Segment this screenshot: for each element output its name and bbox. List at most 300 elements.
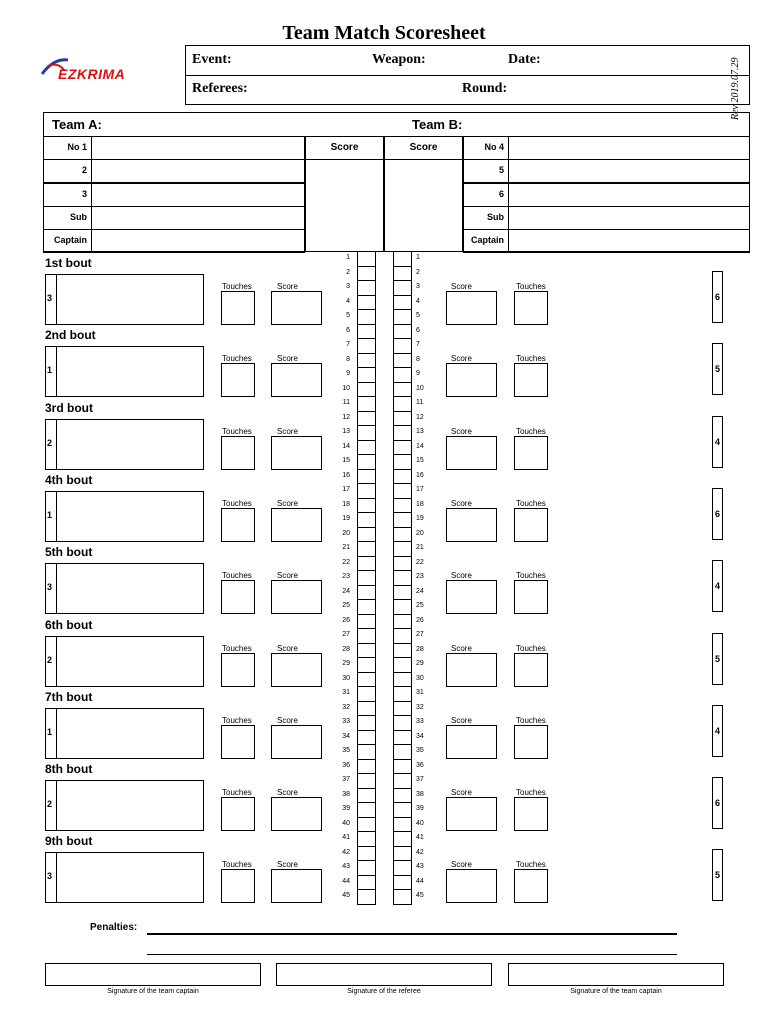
- referees-label: Referees:: [192, 81, 248, 96]
- counter-right-number: 28: [416, 645, 424, 653]
- counter-left-cell[interactable]: [357, 802, 376, 818]
- counter-right-number: 1: [416, 254, 420, 261]
- team-b-label: Team B:: [412, 117, 463, 132]
- counter-right-number: 18: [416, 500, 424, 508]
- left-score-box[interactable]: [271, 291, 322, 325]
- signature-box-referee[interactable]: [276, 963, 492, 986]
- right-score-box[interactable]: [446, 291, 497, 325]
- team-b-name-field[interactable]: [508, 206, 750, 230]
- counter-left-number: 12: [342, 413, 350, 421]
- left-score-box[interactable]: [271, 580, 322, 614]
- team-a-score-column: [305, 136, 384, 252]
- counter-right-cell[interactable]: [393, 628, 412, 644]
- right-touches-box[interactable]: [514, 580, 548, 614]
- left-score-box[interactable]: [271, 436, 322, 470]
- counter-left-cell[interactable]: [357, 512, 376, 528]
- counter-left-number: 6: [346, 326, 350, 334]
- left-touches-box[interactable]: [221, 363, 255, 397]
- counter-left-number: 38: [342, 790, 350, 798]
- right-touches-box[interactable]: [514, 653, 548, 687]
- counter-right-number: 36: [416, 761, 424, 769]
- counter-right-cell[interactable]: [393, 599, 412, 615]
- counter-right-number: 25: [416, 602, 424, 609]
- counter-right-cell[interactable]: [393, 730, 412, 746]
- right-touches-box[interactable]: [514, 436, 548, 470]
- counter-left-number: 7: [346, 341, 350, 348]
- left-score-label: Score: [277, 354, 298, 364]
- counter-left-number: 20: [342, 529, 350, 537]
- bout-title: 2nd bout: [45, 328, 96, 343]
- left-touches-box[interactable]: [221, 508, 255, 542]
- counter-right-cell[interactable]: [393, 701, 412, 717]
- bout-left-divider: [56, 419, 57, 470]
- bout-left-fencer-box[interactable]: [45, 491, 204, 542]
- counter-left-number: 45: [342, 892, 350, 899]
- counter-left-cell[interactable]: [357, 295, 376, 311]
- counter-left-cell[interactable]: [357, 599, 376, 615]
- counter-left-cell[interactable]: [357, 469, 376, 485]
- signature-box-captain-a[interactable]: [45, 963, 261, 986]
- bout-left-fencer-number: 2: [47, 654, 53, 665]
- counter-left-cell[interactable]: [357, 846, 376, 862]
- right-touches-box[interactable]: [514, 363, 548, 397]
- bout-left-fencer-box[interactable]: [45, 708, 204, 759]
- left-touches-box[interactable]: [221, 797, 255, 831]
- left-score-label: Score: [277, 788, 298, 798]
- counter-right-cell[interactable]: [393, 585, 412, 601]
- counter-right-number: 13: [416, 428, 424, 435]
- counter-right-number: 39: [416, 805, 424, 812]
- counter-left-cell[interactable]: [357, 643, 376, 659]
- counter-right-cell[interactable]: [393, 773, 412, 789]
- counter-left-cell[interactable]: [357, 759, 376, 775]
- counter-right-cell[interactable]: [393, 657, 412, 673]
- counter-left-cell[interactable]: [357, 788, 376, 804]
- left-touches-label: Touches: [222, 715, 252, 725]
- right-touches-label: Touches: [516, 715, 546, 725]
- counter-left-number: 25: [342, 602, 350, 609]
- counter-left-number: 19: [342, 515, 350, 522]
- counter-right-number: 19: [416, 515, 424, 522]
- team-b-score-column: [384, 136, 463, 252]
- bout-right-fencer-number: 5: [714, 364, 720, 375]
- counter-left-number: 30: [342, 674, 350, 682]
- counter-right-number: 7: [416, 341, 420, 348]
- counter-left-number: 28: [342, 645, 350, 653]
- counter-left-number: 40: [342, 819, 350, 827]
- left-score-box[interactable]: [271, 653, 322, 687]
- counter-right-cell[interactable]: [393, 802, 412, 818]
- counter-right-cell[interactable]: [393, 570, 412, 586]
- counter-right-number: 34: [416, 732, 424, 740]
- bout-title: 8th bout: [45, 762, 93, 777]
- weapon-label: Weapon:: [372, 52, 426, 67]
- counter-left-number: 41: [342, 834, 350, 841]
- counter-right-cell[interactable]: [393, 324, 412, 340]
- left-score-label: Score: [277, 715, 298, 725]
- date-label: Date:: [508, 52, 541, 67]
- team-b-name-field[interactable]: [508, 136, 750, 160]
- left-touches-box[interactable]: [221, 653, 255, 687]
- counter-left-number: 8: [346, 355, 350, 363]
- right-score-box[interactable]: [446, 580, 497, 614]
- counter-right-cell[interactable]: [393, 411, 412, 427]
- right-score-label: Score: [451, 282, 472, 291]
- counter-left-cell[interactable]: [357, 614, 376, 630]
- counter-left-cell[interactable]: [357, 353, 376, 369]
- counter-left-cell[interactable]: [357, 483, 376, 499]
- counter-right-number: 38: [416, 790, 424, 798]
- counter-right-cell[interactable]: [393, 295, 412, 311]
- counter-right-cell[interactable]: [393, 512, 412, 528]
- header-divider: [185, 75, 750, 76]
- team-a-name-field[interactable]: [91, 136, 305, 160]
- counter-left-cell[interactable]: [357, 498, 376, 514]
- counter-right-cell[interactable]: [393, 715, 412, 731]
- right-score-box[interactable]: [446, 725, 497, 759]
- right-score-label: Score: [451, 643, 472, 653]
- bout-left-fencer-number: 3: [47, 871, 53, 882]
- counter-right-number: 12: [416, 413, 424, 421]
- penalties-line-1[interactable]: [147, 933, 677, 935]
- counter-right-cell[interactable]: [393, 469, 412, 485]
- team-b-name-field[interactable]: [508, 159, 750, 183]
- bout-left-fencer-box[interactable]: [45, 419, 204, 470]
- left-touches-label: Touches: [222, 354, 252, 364]
- left-score-box[interactable]: [271, 725, 322, 759]
- counter-left-cell[interactable]: [357, 715, 376, 731]
- right-touches-label: Touches: [516, 498, 546, 508]
- bout-left-divider: [56, 708, 57, 759]
- counter-left-cell[interactable]: [357, 628, 376, 644]
- right-score-box[interactable]: [446, 797, 497, 831]
- counter-left-cell[interactable]: [357, 266, 376, 282]
- team-b-score-header: Score: [409, 142, 438, 153]
- counter-left-cell[interactable]: [357, 367, 376, 383]
- left-touches-label: Touches: [222, 860, 252, 870]
- left-score-box[interactable]: [271, 869, 322, 903]
- left-score-label: Score: [277, 498, 298, 508]
- counter-right-number: 35: [416, 747, 424, 754]
- team-a-row-label: No 1: [67, 142, 87, 152]
- team-b-name-field[interactable]: [508, 183, 750, 207]
- left-touches-label: Touches: [222, 282, 252, 291]
- counter-left-number: 9: [346, 370, 350, 377]
- left-touches-box[interactable]: [221, 869, 255, 903]
- left-touches-box[interactable]: [221, 725, 255, 759]
- bout-title: 6th bout: [45, 617, 93, 632]
- counter-left-number: 15: [342, 457, 350, 464]
- team-a-name-field[interactable]: [91, 159, 305, 183]
- counter-left-cell[interactable]: [357, 454, 376, 470]
- score-header-divider: [305, 159, 463, 160]
- bout-left-fencer-number: 3: [47, 582, 53, 593]
- counter-left-number: 4: [346, 297, 350, 305]
- counter-left-number: 37: [342, 776, 350, 783]
- counter-left-number: 13: [342, 428, 350, 435]
- counter-right-cell[interactable]: [393, 831, 412, 847]
- counter-left-cell[interactable]: [357, 875, 376, 891]
- counter-left-number: 36: [342, 761, 350, 769]
- left-touches-label: Touches: [222, 426, 252, 436]
- right-score-label: Score: [451, 788, 472, 798]
- counter-left-cell[interactable]: [357, 585, 376, 601]
- counter-right-cell[interactable]: [393, 353, 412, 369]
- team-b-row-label: Sub: [487, 212, 504, 222]
- counter-left-number: 3: [346, 283, 350, 290]
- counter-right-number: 27: [416, 631, 424, 638]
- counter-right-number: 31: [416, 689, 424, 696]
- bout-left-fencer-box[interactable]: [45, 346, 204, 397]
- team-a-name-field[interactable]: [91, 206, 305, 230]
- counter-right-number: 37: [416, 776, 424, 783]
- left-score-box[interactable]: [271, 363, 322, 397]
- team-b-row-label: 5: [498, 165, 504, 175]
- team-a-row-label: Sub: [70, 212, 87, 222]
- counter-left-cell[interactable]: [357, 860, 376, 876]
- bout-left-divider: [56, 780, 57, 831]
- counter-right-cell[interactable]: [393, 541, 412, 557]
- left-touches-box[interactable]: [221, 580, 255, 614]
- left-score-label: Score: [277, 426, 298, 436]
- counter-right-cell[interactable]: [393, 382, 412, 398]
- bout-right-fencer-number: 4: [714, 436, 720, 447]
- counter-right-number: 5: [416, 312, 420, 319]
- counter-right-cell[interactable]: [393, 686, 412, 702]
- counter-left-number: 26: [342, 616, 350, 624]
- counter-right-cell[interactable]: [393, 280, 412, 296]
- counter-left-cell[interactable]: [357, 541, 376, 557]
- counter-right-number: 45: [416, 892, 424, 899]
- counter-left-cell[interactable]: [357, 570, 376, 586]
- counter-right-cell[interactable]: [393, 846, 412, 862]
- counter-left-number: 44: [342, 877, 350, 885]
- counter-right-number: 2: [416, 268, 420, 276]
- counter-left-number: 31: [342, 689, 350, 696]
- counter-left-cell[interactable]: [357, 730, 376, 746]
- counter-right-cell[interactable]: [393, 309, 412, 325]
- counter-right-cell[interactable]: [393, 643, 412, 659]
- counter-left-cell[interactable]: [357, 672, 376, 688]
- counter-left-cell[interactable]: [357, 280, 376, 296]
- bout-right-fencer-number: 6: [714, 798, 720, 809]
- left-touches-label: Touches: [222, 643, 252, 653]
- page-title: Team Match Scoresheet: [282, 22, 486, 44]
- signature-box-captain-b[interactable]: [508, 963, 724, 986]
- counter-right-cell[interactable]: [393, 672, 412, 688]
- counter-left-number: 21: [342, 544, 350, 551]
- counter-left-cell[interactable]: [357, 817, 376, 833]
- counter-left-cell[interactable]: [357, 701, 376, 717]
- left-touches-box[interactable]: [221, 436, 255, 470]
- counter-left-number: 39: [342, 805, 350, 812]
- team-b-row-label: 6: [498, 189, 504, 199]
- signature-label-captain-b: Signature of the team captain: [570, 988, 662, 995]
- right-score-label: Score: [451, 860, 472, 870]
- bout-left-fencer-number: 1: [47, 365, 53, 376]
- revision-text: Rev 2019.07.29: [730, 57, 741, 120]
- counter-left-number: 35: [342, 747, 350, 754]
- bout-left-fencer-number: 3: [47, 293, 53, 303]
- counter-left-number: 27: [342, 631, 350, 638]
- counter-right-number: 22: [416, 558, 424, 566]
- right-score-box[interactable]: [446, 436, 497, 470]
- left-touches-box[interactable]: [221, 291, 255, 325]
- counter-left-cell[interactable]: [357, 889, 376, 905]
- counter-right-cell[interactable]: [393, 454, 412, 470]
- bout-left-fencer-box[interactable]: [45, 563, 204, 614]
- right-touches-label: Touches: [516, 860, 546, 870]
- bout-left-fencer-box[interactable]: [45, 852, 204, 903]
- counter-right-cell[interactable]: [393, 367, 412, 383]
- right-score-box[interactable]: [446, 508, 497, 542]
- logo: [34, 52, 174, 86]
- counter-left-number: 5: [346, 312, 350, 319]
- right-touches-box[interactable]: [514, 725, 548, 759]
- counter-right-number: 42: [416, 848, 424, 856]
- left-touches-label: Touches: [222, 571, 252, 581]
- counter-left-number: 29: [342, 660, 350, 667]
- right-score-label: Score: [451, 498, 472, 508]
- counter-left-cell[interactable]: [357, 556, 376, 572]
- right-score-box[interactable]: [446, 653, 497, 687]
- right-score-box[interactable]: [446, 869, 497, 903]
- right-touches-label: Touches: [516, 571, 546, 581]
- counter-right-number: 14: [416, 442, 424, 450]
- penalties-line-2[interactable]: [147, 954, 677, 955]
- counter-right-cell[interactable]: [393, 527, 412, 543]
- bout-left-fencer-box[interactable]: [45, 636, 204, 687]
- counter-right-cell[interactable]: [393, 875, 412, 891]
- counter-right-cell[interactable]: [393, 788, 412, 804]
- counter-right-cell[interactable]: [393, 817, 412, 833]
- counter-left-number: 42: [342, 848, 350, 856]
- right-touches-label: Touches: [516, 643, 546, 653]
- counter-right-number: 3: [416, 283, 420, 290]
- right-touches-label: Touches: [516, 426, 546, 436]
- bout-left-fencer-box[interactable]: [45, 274, 204, 325]
- counter-right-number: 40: [416, 819, 424, 827]
- counter-left-cell[interactable]: [357, 657, 376, 673]
- counter-right-cell[interactable]: [393, 251, 412, 267]
- counter-left-cell[interactable]: [357, 527, 376, 543]
- counter-right-number: 43: [416, 863, 424, 870]
- counter-right-cell[interactable]: [393, 483, 412, 499]
- left-score-box[interactable]: [271, 797, 322, 831]
- penalties-label: Penalties:: [90, 922, 138, 933]
- counter-right-cell[interactable]: [393, 266, 412, 282]
- team-b-row-label: Captain: [470, 235, 504, 245]
- counter-right-cell[interactable]: [393, 440, 412, 456]
- bout-left-fencer-number: 2: [47, 437, 53, 448]
- bout-title: 1st bout: [45, 256, 92, 270]
- counter-left-cell[interactable]: [357, 309, 376, 325]
- counter-left-cell[interactable]: [357, 338, 376, 354]
- counter-left-number: 24: [342, 587, 350, 595]
- counter-left-cell[interactable]: [357, 686, 376, 702]
- right-touches-label: Touches: [516, 354, 546, 364]
- counter-right-number: 29: [416, 660, 424, 667]
- counter-left-cell[interactable]: [357, 251, 376, 267]
- counter-left-cell[interactable]: [357, 831, 376, 847]
- counter-right-cell[interactable]: [393, 889, 412, 905]
- counter-right-number: 26: [416, 616, 424, 624]
- counter-left-number: 22: [342, 558, 350, 566]
- counter-left-number: 1: [346, 254, 350, 261]
- right-touches-box[interactable]: [514, 291, 548, 325]
- team-a-row-label: 2: [81, 165, 87, 175]
- counter-right-cell[interactable]: [393, 396, 412, 412]
- counter-left-number: 43: [342, 863, 350, 870]
- left-score-box[interactable]: [271, 508, 322, 542]
- bout-left-fencer-box[interactable]: [45, 780, 204, 831]
- counter-right-number: 20: [416, 529, 424, 537]
- event-label: Event:: [192, 52, 232, 67]
- bout-title: 5th bout: [45, 545, 93, 560]
- counter-right-cell[interactable]: [393, 744, 412, 760]
- team-a-score-header: Score: [330, 142, 359, 153]
- counter-left-cell[interactable]: [357, 396, 376, 412]
- counter-right-cell[interactable]: [393, 556, 412, 572]
- counter-right-number: 11: [416, 399, 424, 406]
- counter-left-cell[interactable]: [357, 425, 376, 441]
- counter-left-cell[interactable]: [357, 411, 376, 427]
- bout-right-fencer-number: 6: [714, 508, 720, 519]
- counter-left-number: 2: [346, 268, 350, 276]
- bout-right-fencer-number: 6: [714, 292, 720, 302]
- counter-right-cell[interactable]: [393, 614, 412, 630]
- counter-left-number: 14: [342, 442, 350, 450]
- bout-right-fencer-number: 4: [714, 725, 720, 736]
- counter-right-number: 15: [416, 457, 424, 464]
- counter-right-cell[interactable]: [393, 860, 412, 876]
- left-score-label: Score: [277, 860, 298, 870]
- team-a-label: Team A:: [52, 117, 102, 132]
- team-a-row-label: 3: [81, 189, 87, 199]
- counter-left-number: 34: [342, 732, 350, 740]
- counter-left-cell[interactable]: [357, 440, 376, 456]
- counter-left-cell[interactable]: [357, 744, 376, 760]
- bout-left-fencer-number: 1: [47, 726, 53, 737]
- counter-right-number: 30: [416, 674, 424, 682]
- right-score-label: Score: [451, 354, 472, 364]
- team-b-name-field[interactable]: [508, 229, 750, 253]
- counter-left-cell[interactable]: [357, 773, 376, 789]
- bout-left-divider: [56, 274, 57, 325]
- team-b-row-label: No 4: [484, 142, 504, 152]
- right-score-label: Score: [451, 571, 472, 581]
- counter-right-number: 23: [416, 573, 424, 580]
- logo-text: EZKRIMA: [58, 66, 126, 82]
- team-a-name-field[interactable]: [91, 229, 305, 253]
- right-touches-box[interactable]: [514, 869, 548, 903]
- counter-right-cell[interactable]: [393, 498, 412, 514]
- counter-right-cell[interactable]: [393, 425, 412, 441]
- right-touches-box[interactable]: [514, 508, 548, 542]
- counter-right-number: 16: [416, 471, 424, 479]
- counter-right-number: 17: [416, 486, 424, 493]
- counter-left-number: 11: [342, 399, 350, 406]
- counter-left-cell[interactable]: [357, 382, 376, 398]
- counter-left-number: 16: [342, 471, 350, 479]
- right-score-box[interactable]: [446, 363, 497, 397]
- team-a-name-field[interactable]: [91, 183, 305, 207]
- counter-right-cell[interactable]: [393, 759, 412, 775]
- counter-left-number: 32: [342, 703, 350, 711]
- counter-right-cell[interactable]: [393, 338, 412, 354]
- counter-left-cell[interactable]: [357, 324, 376, 340]
- right-touches-box[interactable]: [514, 797, 548, 831]
